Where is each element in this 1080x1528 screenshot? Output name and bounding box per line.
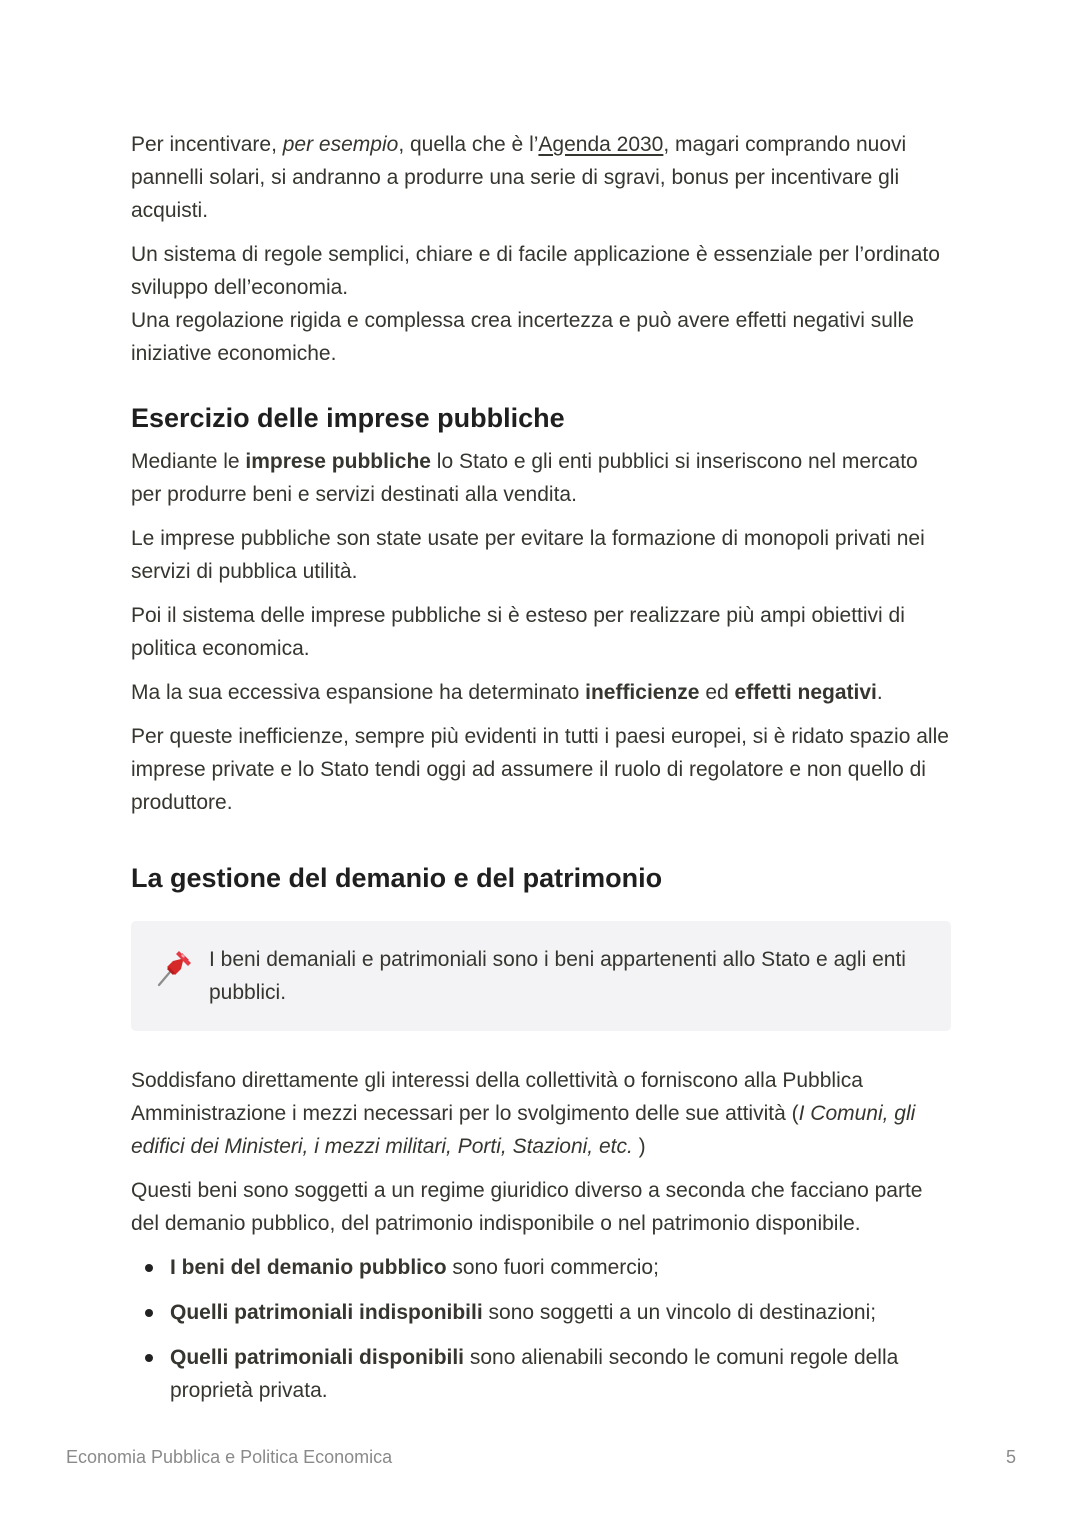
paragraph-sistema: Poi il sistema delle imprese pubbliche si è esteso per realizzare più ampi obiettivi di politica economica.	[131, 604, 905, 660]
bullet-icon	[145, 1354, 153, 1362]
pushpin-icon	[153, 947, 195, 989]
heading-imprese-pubbliche: Esercizio delle imprese pubbliche	[131, 403, 565, 433]
callout-box	[131, 921, 951, 1031]
bullet-icon	[145, 1309, 153, 1317]
list-item: I beni del demanio pubblico sono fuori commercio;	[131, 1251, 951, 1284]
paragraph-monopoli: Le imprese pubbliche son state usate per evitare la formazione di monopoli privati nei servizi di pubblica utilità.	[131, 527, 925, 583]
document-body	[131, 128, 951, 1419]
bullet-icon	[145, 1264, 153, 1272]
heading-demanio-patrimonio: La gestione del demanio e del patrimonio	[131, 863, 663, 893]
paragraph-regole: Un sistema di regole semplici, chiare e di facile applicazione è essenziale per l’ordinato sviluppo dell’economia. Una regolazione rigida e complessa crea incertezza e può avere effetti negativi sulle iniziative economiche.	[131, 243, 940, 365]
paragraph-regime: Questi beni sono soggetti a un regime giuridico diverso a seconda che facciano parte del demanio pubblico, del patrimonio indisponibile o nel patrimonio disponibile.	[131, 1179, 923, 1235]
list-item: Quelli patrimoniali disponibili sono alienabili secondo le comuni regole della proprietà privata.	[131, 1341, 951, 1407]
footer-title: Economia Pubblica e Politica Economica	[66, 1447, 393, 1467]
paragraph-espansione: Ma la sua eccessiva espansione ha determinato inefficienze ed effetti negativi.	[131, 681, 883, 704]
list-item: Quelli patrimoniali indisponibili sono soggetti a un vincolo di destinazioni;	[131, 1296, 951, 1329]
callout-text: I beni demaniali e patrimoniali sono i beni appartenenti allo Stato e agli enti pubblici.	[209, 948, 906, 1004]
bullet-list	[131, 1251, 951, 1407]
page-number: 5	[1005, 1447, 1016, 1467]
paragraph-mediante: Mediante le imprese pubbliche lo Stato e gli enti pubblici si inseriscono nel mercato per produrre beni e servizi destinati alla vendita.	[131, 450, 918, 506]
paragraph-inefficienze: Per queste inefficienze, sempre più evidenti in tutti i paesi europei, si è ridato spazio alle imprese private e lo Stato tendi oggi ad assumere il ruolo di regolatore e non quello di produttore.	[131, 725, 949, 814]
agenda-2030-link[interactable]: Agenda 2030	[538, 133, 664, 156]
paragraph-agenda: Per incentivare, per esempio, quella che è l’Agenda 2030, magari comprando nuovi pannelli solari, si andranno a produrre una serie di sgravi, bonus per incentivare gli acquisti.	[131, 133, 907, 222]
paragraph-soddisfano: Soddisfano direttamente gli interessi della collettività o forniscono alla Pubblica Amministrazione i mezzi necessari per lo svolgimento delle sue attività (I Comuni, gli edifici dei Ministeri, i mezzi militari, Porti, Stazioni, etc. )	[131, 1069, 916, 1158]
